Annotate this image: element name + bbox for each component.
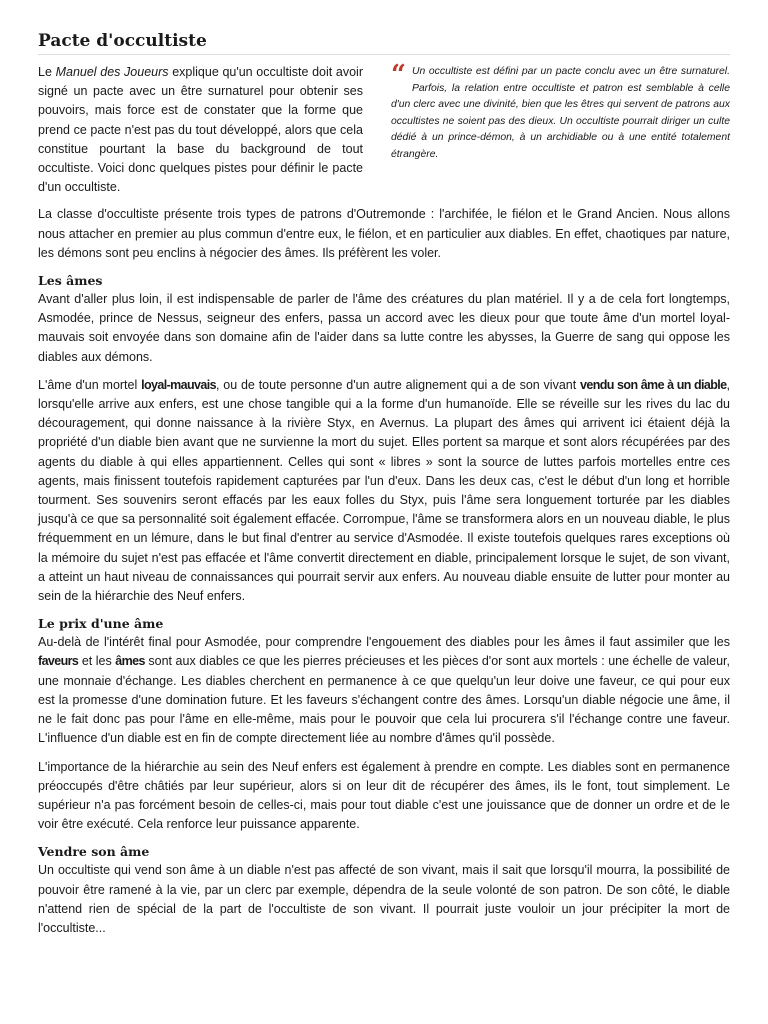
prix-paragraph-2: L'importance de la hiérarchie au sein des Neuf enfers est également à prendre en compte. Les diables sont en permanence préoccupés d'être châtiés par leur supérieur, alors si on leur dit de récupérer des âmes, ils le font, tout simplement. Le supérieur n'a pas forcément besoin de celles-ci, mais pour tout diable c'est une jouissance que de donner un ordre et de le voir être exécuté. Cela renforce leur puissance apparente.	[38, 759, 730, 832]
page-title: Pacte d'occultiste	[38, 30, 730, 55]
quote-mark-icon: “	[391, 60, 406, 90]
heading-vendre-ame: Vendre son âme	[38, 844, 150, 860]
vendre-paragraph-1: Un occultiste qui vend son âme à un diable n'est pas affecté de son vivant, mais il sait que lorsqu'il mourra, la possibilité de pouvoir être ramené à la vie, par un clerc par exemple, dépendra de la seule volonté de son patron. De son côté, le diable n'attend rien de spécial de la part de l'occultiste de son vivant. Il pourrait juste vouloir un jour précipiter la mort de l'occultiste...	[38, 863, 730, 935]
intro-row	[38, 60, 730, 197]
keyword-faveurs: faveurs	[38, 654, 79, 669]
intro-paragraph: Le Manuel des Joueurs explique qu'un occultiste doit avoir signé un pacte avec un être surnaturel pour obtenir ses pouvoirs, mais force est de constater que la forme que prend ce pacte n'est pas du tout développé, alors que cela constitue pourtant la base du background de tout occultiste. Voici donc quelques pistes pour définir le pacte d'un occultiste.	[38, 65, 363, 195]
ames-paragraph-1: Avant d'aller plus loin, il est indispensable de parler de l'âme des créatures du plan matériel. Il y a de cela fort longtemps, Asmodée, prince de Nessus, seigneur des enfers, passa un accord avec les dieux pour que toute âme d'un mortel loyal-mauvais soit envoyée dans son domaine afin de l'aider dans sa lutte contre les abysses, la Guerre de sang qui oppose les diables aux démons.	[38, 292, 730, 364]
keyword-ames: âmes	[115, 654, 145, 669]
pull-quote	[391, 60, 730, 197]
heading-prix-ame: Le prix d'une âme	[38, 616, 164, 632]
ames-paragraph-2: L'âme d'un mortel loyal-mauvais, ou de toute personne d'un autre alignement qui a de son vivant vendu son âme à un diable, lorsqu'elle arrive aux enfers, est une chose tangible qui a la forme d'un humanoïde. Elle se réveille sur les rives du lac du découragement, qui donne naissance à la rivière Styx, en Avernus. La plupart des âmes qui arrivent ici étaient déjà la propriété d'un diable bien avant que ne survienne la mort du sujet. Elles portent sa marque et sont alors récupérées par des agents du diable à qui elles appartiennent. Celles qui sont « libres » sont la source de luttes parfois mortelles entre ces agents, mais finissent toutefois rapidement capturées par l'un d'eux. Dans les deux cas, c'est le début d'un long et horrible tourment. Ses souvenirs seront effacés par les eaux folles du Styx, puis l'âme sera longuement torturée par les diables jusqu'à ce que sa personnalité soit également effacée. Corrompue, l'âme se transformera alors en un nouveau diable, le plus fréquemment en un lémure, dans le but final d'entrer au service d'Asmodée. Il existe toutefois quelques rares exceptions où la mémoire du sujet n'est pas effacée et l'âme convertit directement en diable, principalement lorsque le sujet, de son vivant, a atteint un haut niveau de connaissances qui pourrait servir aux enfers. Au nouveau diable ensuite de lutter pour monter au sein de la hiérarchie des Neuf enfers.	[38, 377, 730, 604]
keyword-vendu-son-ame: vendu son âme à un diable	[580, 377, 727, 392]
patrons-paragraph: La classe d'occultiste présente trois types de patrons d'Outremonde : l'archifée, le fiélon et le Grand Ancien. Nous allons nous attacher en premier au plus commun d'entre eux, le fiélon, et en particulier aux diables. En effet, chaotiques par nature, les démons sont peu enclins à négocier des âmes. Ils préfèrent les voler.	[38, 207, 730, 260]
quote-text: Un occultiste est défini par un pacte conclu avec un être surnaturel. Parfois, la relation entre occultiste et patron est semblable à celle d'un clerc avec une divinité, bien que les êtres qui servent de patrons aux occultistes ne soient pas des dieux. Un occultiste pourrait diriger un culte dédié à un prince-démon, à un archidiable ou à une entité totalement étrangère.	[391, 66, 730, 160]
keyword-loyal-mauvais: loyal-mauvais	[141, 377, 216, 392]
book-title: Manuel des Joueurs	[55, 65, 169, 79]
heading-les-ames: Les âmes	[38, 273, 103, 289]
prix-paragraph-1: Au-delà de l'intérêt final pour Asmodée, pour comprendre l'engouement des diables pour les âmes il faut assimiler que les faveurs et les âmes sont aux diables ce que les pierres précieuses et les pièces d'or sont aux mortels : une échelle de valeur, une monnaie d'échange. Les diables cherchent en permanence à ce que quelqu'un leur doive une faveur, ce qui pour eux est la promesse d'une domination future. Et les faveurs s'échangent contre des âmes. Lorsqu'un diable négocie une âme, il ne le fait donc pas pour l'âme en elle-même, mais pour le pouvoir que cela lui procurera s'il l'échange contre une faveur. L'influence d'un diable est en fin de compte directement liée au nombre d'âmes qu'il possède.	[38, 635, 730, 746]
